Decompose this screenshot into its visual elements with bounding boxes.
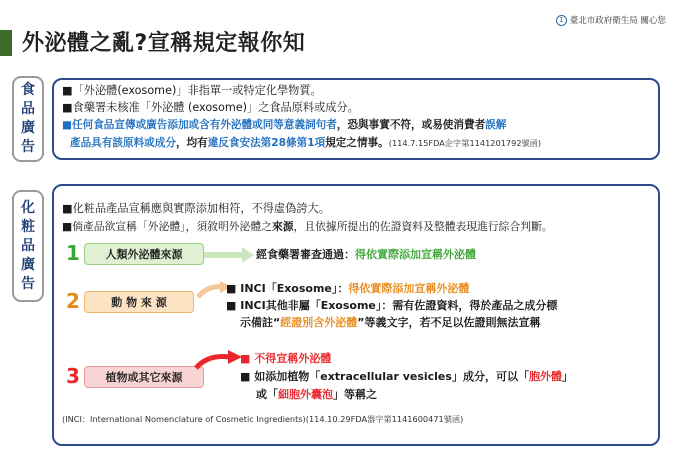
food-ad-tag <box>12 76 44 162</box>
source-1-arrow-icon <box>204 246 254 264</box>
source-3-text-b: 」 <box>561 370 573 383</box>
food-tag-char: 品 <box>21 101 35 117</box>
source-3-line-3 <box>256 388 377 402</box>
source-3-bullet-2: ■ <box>240 370 255 383</box>
food-line-4-bold: ，均有 <box>175 137 208 149</box>
source-2-note-c: ”等義文字，若不足以佐證則無法宣稱 <box>357 316 541 329</box>
source-2-bullet-2: ■ <box>226 299 241 312</box>
food-line-1: ■「外泌體(exosome)」非指單一或特定化學物質。 <box>62 84 322 97</box>
cosmetics-ad-tag <box>12 190 44 302</box>
food-line-3-bold: ，恐與事實不符，或易使消費者 <box>336 119 486 131</box>
cos-tag-char: 品 <box>21 237 35 254</box>
source-2-line-2 <box>226 299 557 313</box>
source-3-text-c: 或「 <box>256 388 278 401</box>
agency-credit <box>556 14 666 26</box>
food-line-4-blue: 產品具有該原料或成分 <box>70 137 176 149</box>
food-line-3-blue: ■任何食品宣傳或廣告添加或含有外泌體或同等意義詞句者 <box>62 119 337 131</box>
page-title: 外泌體之亂?宣稱規定報你知 <box>22 31 306 56</box>
agency-logo-icon: 1 <box>556 15 567 26</box>
cos-line-2-c: ，且依據所提出的佐證資料及整體表現進行綜合判斷。 <box>293 220 553 233</box>
cos-line-2-source: 來源 <box>271 220 294 233</box>
source-1-result: 得依實際添加宣稱外泌體 <box>355 248 476 261</box>
cos-line-2-a: ■倘產品欲宣稱「外泌體」，須敘明外泌體之 <box>62 220 272 233</box>
source-2-inci-exosome: INCI「Exosome」： <box>240 282 349 295</box>
food-line-3-blue-end: 誤解 <box>485 119 507 131</box>
source-3-arrow-icon <box>194 348 244 370</box>
cos-tag-char: 廣 <box>21 256 35 273</box>
source-3-term-1: 胞外體 <box>528 370 562 383</box>
source-2-number: 2 <box>66 289 80 313</box>
source-1-text <box>256 248 476 262</box>
source-3-term-2: 細胞外囊泡 <box>278 388 333 401</box>
source-3-line-2 <box>240 370 573 384</box>
food-tag-char: 告 <box>21 139 35 155</box>
source-2-line-1 <box>226 282 469 296</box>
food-line-4-law: 違反食安法第28條第1項 <box>207 137 326 149</box>
source-3-no-claim: 不得宣稱外泌體 <box>254 352 332 365</box>
food-line-4 <box>70 136 541 150</box>
source-1-number: 1 <box>66 241 80 265</box>
source-1-lead: 經食藥署審查通過： <box>256 248 355 261</box>
source-2-line-3 <box>240 316 540 330</box>
source-3-bullet: ■ <box>240 352 255 365</box>
source-3-text-d: 」等稱之 <box>333 388 377 401</box>
source-2-pill: 動 物 來 源 <box>84 291 194 313</box>
title-accent-bar <box>0 30 12 56</box>
food-tag-char: 食 <box>21 82 35 98</box>
cos-tag-char: 告 <box>21 275 35 292</box>
cos-tag-char: 化 <box>21 199 35 216</box>
source-2-note-a: 示備註“ <box>240 316 281 329</box>
cos-line-1: ■化粧品產品宣稱應與實際添加相符，不得虛偽誇大。 <box>62 202 330 215</box>
food-ref: (114.7.15FDA企字第1141201792號函) <box>388 138 542 148</box>
source-2-bullet: ■ <box>226 282 241 295</box>
cos-tag-char: 粧 <box>21 218 35 235</box>
source-1-pill: 人類外泌體來源 <box>84 243 204 265</box>
source-3-pill: 植物或其它來源 <box>84 366 204 388</box>
food-line-4-end: 規定之情事。 <box>325 137 389 149</box>
source-2-note-highlight: 經證別含外泌體 <box>280 316 358 329</box>
source-2-inci-other: INCI其他非屬「Exosome」：需有佐證資料，得於產品之成分標 <box>240 299 558 312</box>
cos-line-2 <box>62 220 553 234</box>
food-tag-char: 廣 <box>21 120 35 136</box>
food-line-3 <box>62 118 506 132</box>
agency-name: 臺北市政府衛生局 關心您 <box>569 16 666 26</box>
source-2-result: 得依實際添加宣稱外泌體 <box>348 282 470 295</box>
source-3-text-a: 如添加植物「extracellular vesicles」成分，可以「 <box>254 370 529 383</box>
source-3-line-1 <box>240 352 331 366</box>
source-3-number: 3 <box>66 364 80 388</box>
footnote: (INCI：International Nomenclature of Cosmetic Ingredients)(114.10.29FDA器字第1141600471號函) <box>62 414 464 424</box>
food-line-2: ■食藥署未核准「外泌體 (exosome)」之食品原料或成分。 <box>62 101 359 114</box>
